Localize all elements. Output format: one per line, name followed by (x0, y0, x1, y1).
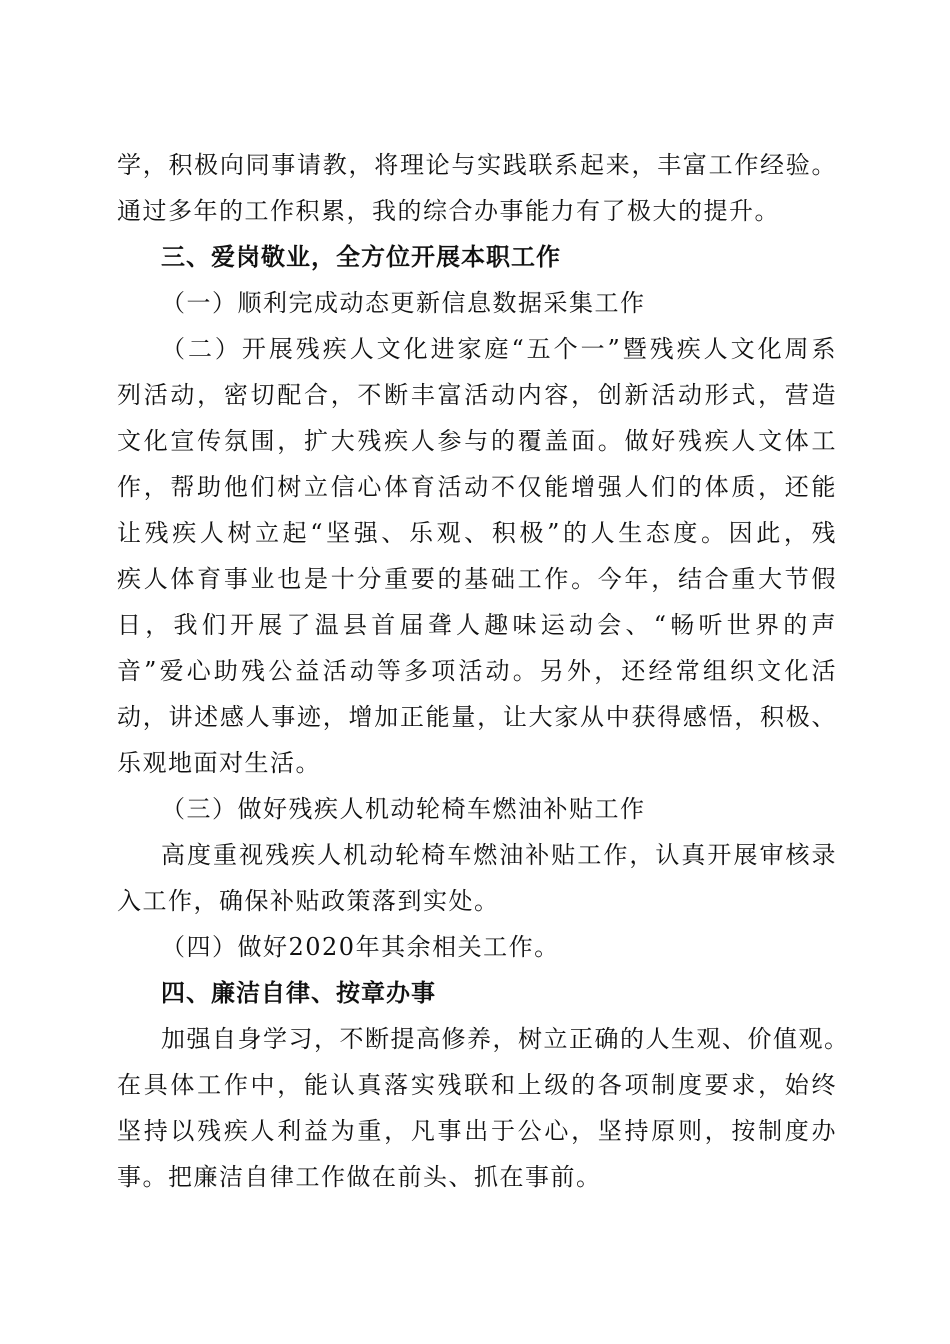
paragraph-line: 高度重视残疾人机动轮椅车燃油补贴工作，认真开展审核录 (161, 841, 837, 869)
paragraph-line: 文化宣传氛围，扩大残疾人参与的覆盖面。做好残疾人文体工 (117, 427, 837, 455)
section-heading-3: 三、爱岗敬业，全方位开展本职工作 (161, 243, 561, 271)
paragraph-line: 坚持以残疾人利益为重，凡事出于公心，坚持原则，按制度办 (117, 1117, 837, 1145)
paragraph-line: 日，我们开展了温县首届聋人趣味运动会、“畅听世界的声 (117, 611, 837, 639)
paragraph-line: 加强自身学习，不断提高修养，树立正确的人生观、价值观。 (161, 1025, 850, 1053)
paragraph-line: （二）开展残疾人文化进家庭“五个一”暨残疾人文化周系 (161, 335, 837, 363)
paragraph-line: 在具体工作中，能认真落实残联和上级的各项制度要求，始终 (117, 1071, 837, 1099)
paragraph-line: 动，讲述感人事迹，增加正能量，让大家从中获得感悟，积极、 (117, 703, 837, 731)
document-page (117, 142, 850, 1200)
subsection-heading-1: （一）顺利完成动态更新信息数据采集工作 (161, 289, 646, 317)
paragraph-line: 乐观地面对生活。 (117, 749, 321, 777)
paragraph-line: 学，积极向同事请教，将理论与实践联系起来，丰富工作经验。 (117, 151, 837, 179)
subsection-heading-3: （三）做好残疾人机动轮椅车燃油补贴工作 (161, 795, 646, 823)
paragraph-line: 音”爱心助残公益活动等多项活动。另外，还经常组织文化活 (117, 657, 837, 685)
paragraph-line: 列活动，密切配合，不断丰富活动内容，创新活动形式，营造 (117, 381, 837, 409)
paragraph-line: 疾人体育事业也是十分重要的基础工作。今年，结合重大节假 (117, 565, 837, 593)
subsection-heading-4: （四）做好2020年其余相关工作。 (161, 933, 560, 961)
paragraph-line: 让残疾人树立起“坚强、乐观、积极”的人生态度。因此，残 (117, 519, 837, 547)
paragraph-line: 入工作，确保补贴政策落到实处。 (117, 887, 500, 915)
paragraph-line: 事。把廉洁自律工作做在前头、抓在事前。 (117, 1163, 602, 1191)
paragraph-line: 通过多年的工作积累，我的综合办事能力有了极大的提升。 (117, 197, 780, 225)
paragraph-line: 作，帮助他们树立信心体育活动不仅能增强人们的体质，还能 (117, 473, 837, 501)
section-heading-4: 四、廉洁自律、按章办事 (161, 979, 436, 1007)
